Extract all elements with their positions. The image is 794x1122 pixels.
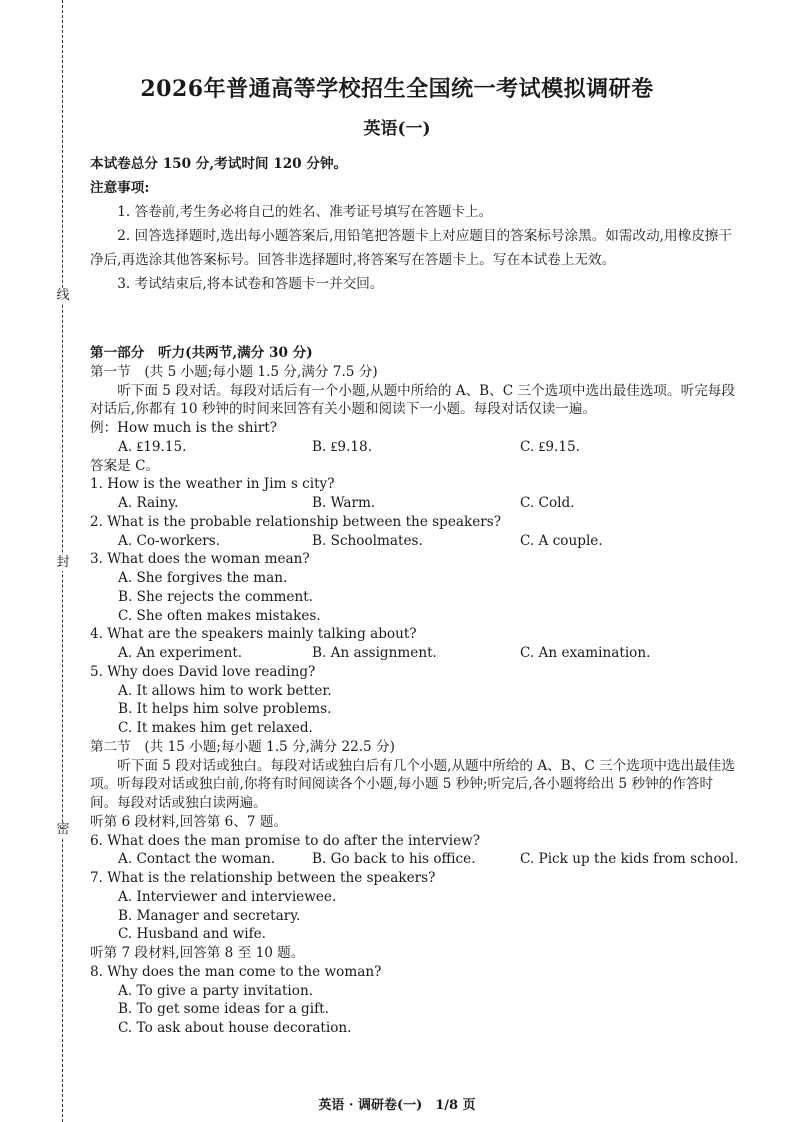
note-2: 2. 回答选择题时,选出每小题答案后,用铅笔把答题卡上对应题目的答案标号涂黑。如需改动,用橡皮擦干净后,再选涂其他答案标号。回答非选择题时,将答案写在答题卡上。写在本试卷上无效。	[90, 228, 732, 268]
question-3: 3. What does the woman mean?	[90, 551, 310, 568]
option: C. To ask about house decoration.	[118, 1020, 352, 1036]
option: A. ₤19.15.	[118, 438, 187, 455]
question-6: 6. What does the man promise to do after the interview?	[90, 832, 481, 849]
page-footer: 英语 · 调研卷(一) 1/8 页	[318, 1098, 476, 1113]
option: B. Manager and secretary.	[118, 907, 301, 924]
note-1: 1. 答卷前,考生务必将自己的姓名、准考证号填写在答题卡上。	[117, 204, 493, 220]
question-1: 1. How is the weather in Jim s city?	[90, 476, 335, 493]
notes-title: 注意事项:	[90, 180, 150, 196]
question-4-options	[90, 644, 750, 663]
example-options	[90, 438, 750, 457]
material-6: 听第 6 段材料,回答第 6、7 题。	[90, 813, 288, 830]
option: B. Warm.	[312, 495, 376, 511]
section-2-title: 第二节 (共 15 小题;每小题 1.5 分,满分 22.5 分)	[90, 738, 395, 755]
question-2-options	[90, 532, 750, 551]
material-7: 听第 7 段材料,回答第 8 至 10 题。	[90, 945, 305, 961]
binding-char-line: 线	[56, 288, 70, 303]
option: A. An experiment.	[118, 645, 243, 661]
score-line: 本试卷总分 150 分,考试时间 120 分钟。	[90, 156, 348, 172]
note-3: 3. 考试结束后,将本试卷和答题卡一并交回。	[117, 276, 384, 292]
section-2-instructions: 听下面 5 段对话或独白。每段对话或独白后有几个小题,从题中所给的 A、B、C 三个选项中选出最佳选项。听每段对话或独白前,你将有时间阅读各个小题,每小题 5 秒钟;听完后,各小题将给出 5 秒钟的作答时间。每段对话或独白读两遍。	[90, 757, 735, 811]
question-6-options	[90, 850, 750, 869]
option: B. It helps him solve problems.	[118, 701, 332, 718]
option: C. ₤9.15.	[520, 438, 580, 455]
option: A. Rainy.	[118, 495, 179, 511]
page-subtitle: 英语(一)	[363, 119, 431, 139]
section-1-title: 第一节 (共 5 小题;每小题 1.5 分,满分 7.5 分)	[90, 363, 378, 380]
binding-char-seal: 封	[56, 555, 70, 570]
option: C. Pick up the kids from school.	[520, 851, 739, 868]
option: C. Cold.	[520, 495, 575, 511]
intro	[90, 152, 740, 296]
option: A. It allows him to work better.	[118, 682, 332, 699]
part-1	[90, 344, 750, 1038]
part-1-title: 第一部分 听力(共两节,满分 30 分)	[90, 345, 313, 361]
option: B. She rejects the comment.	[118, 588, 313, 605]
option: B. To get some ideas for a gift.	[118, 1001, 329, 1018]
page-title: 2026年普通高等学校招生全国统一考试模拟调研卷	[140, 76, 654, 102]
option: A. She forgives the man.	[118, 570, 288, 586]
question-7: 7. What is the relationship between the speakers?	[90, 870, 436, 886]
question-5: 5. Why does David love reading?	[90, 663, 316, 680]
option: A. To give a party invitation.	[118, 982, 314, 999]
option: B. ₤9.18.	[312, 438, 373, 455]
option: C. A couple.	[520, 532, 603, 549]
option: C. Husband and wife.	[118, 926, 266, 943]
option: A. Interviewer and interviewee.	[118, 888, 337, 905]
option: C. An examination.	[520, 645, 651, 661]
example-answer: 答案是 C。	[90, 457, 160, 474]
question-2: 2. What is the probable relationship between the speakers?	[90, 513, 502, 530]
option: B. Schoolmates.	[312, 532, 423, 549]
question-4: 4. What are the speakers mainly talking about?	[90, 626, 417, 643]
question-8: 8. Why does the man come to the woman?	[90, 963, 382, 980]
option: C. She often makes mistakes.	[118, 607, 321, 624]
question-1-options	[90, 494, 750, 513]
option: C. It makes him get relaxed.	[118, 720, 313, 736]
example-question: 例：How much is the shirt?	[90, 420, 278, 436]
option: A. Co-workers.	[118, 532, 221, 549]
binding-char-secret: 密	[56, 822, 70, 837]
section-1-instructions: 听下面 5 段对话。每段对话后有一个小题,从题中所给的 A、B、C 三个选项中选出最佳选项。听完每段对话后,你都有 10 秒钟的时间来回答有关小题和阅读下一小题。每段对话仅读一遍。	[90, 382, 735, 418]
option: B. An assignment.	[312, 645, 437, 661]
option: B. Go back to his office.	[312, 851, 476, 868]
option: A. Contact the woman.	[118, 851, 276, 868]
